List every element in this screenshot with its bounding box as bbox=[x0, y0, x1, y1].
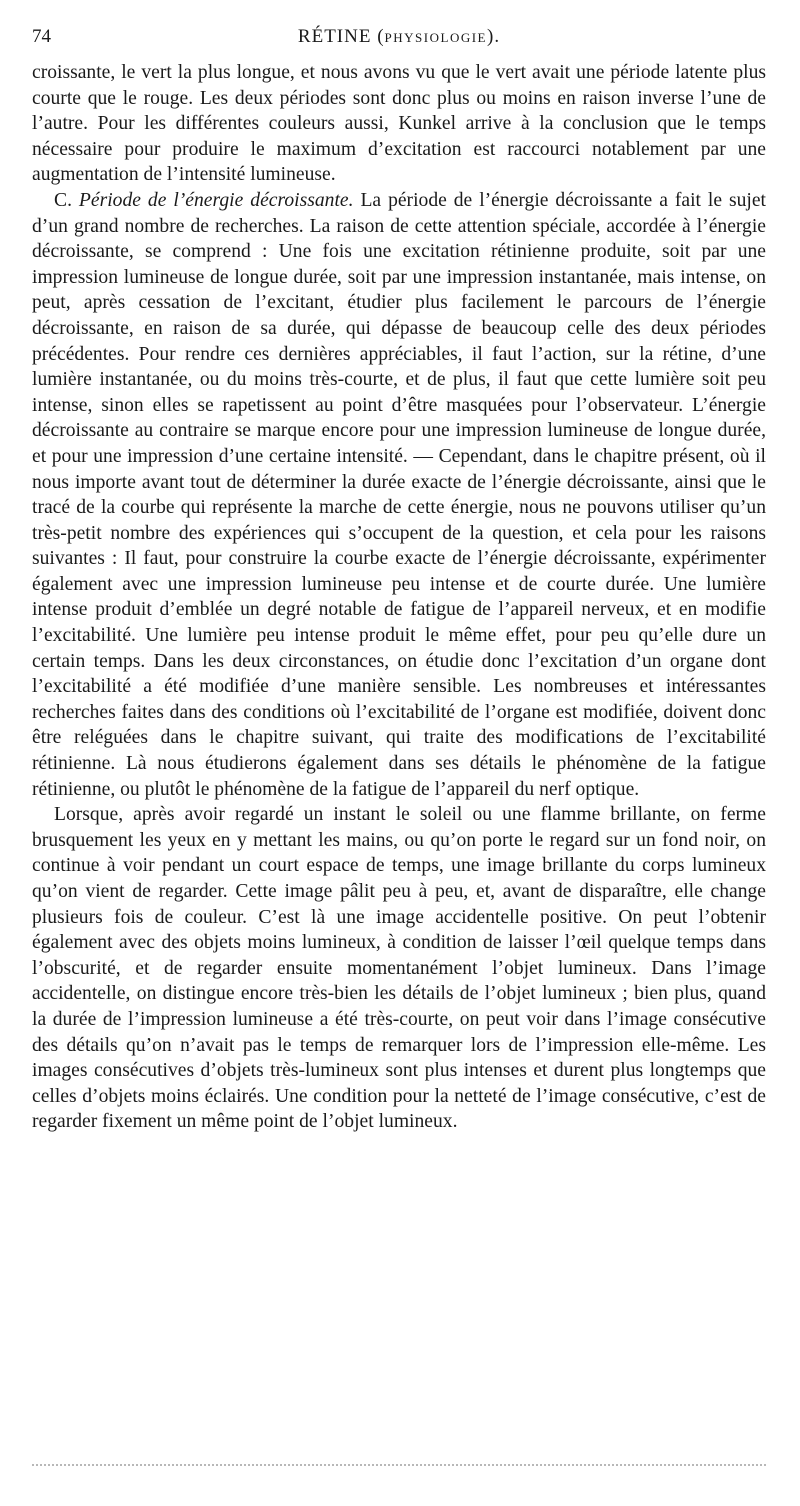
running-title bbox=[32, 26, 766, 48]
running-head bbox=[32, 26, 766, 60]
paragraph-section-c bbox=[32, 188, 766, 802]
section-label: C. bbox=[54, 189, 72, 211]
page bbox=[32, 26, 766, 1135]
running-title-end: ). bbox=[487, 26, 501, 47]
running-title-main: RÉTINE ( bbox=[297, 26, 385, 47]
bottom-scan-artifact bbox=[32, 1464, 766, 1466]
paragraph-continuation: croissante, le vert la plus longue, et nous avons vu que le vert avait une période latente plus courte que le rouge. Les deux périodes sont donc plus ou moins en raison inverse l’une de l’autre. Pour les différentes couleurs aussi, Kunkel arrive à la conclusion que le temps nécessaire pour produire le maximum d’excitation est raccourci notablement par une augmentation de l’intensité lumineuse. bbox=[32, 62, 766, 186]
paragraph-afterimage: Lorsque, après avoir regardé un instant le soleil ou une flamme brillante, on ferme brusquement les yeux en y mettant les mains, ou qu’on porte le regard sur un fond noir, on continue à voir pendant un court espace de temps, une image brillante du corps lumineux qu’on vient de regarder. Cette image pâlit peu à peu, et, avant de disparaître, elle change plusieurs fois de couleur. C’est là une image accidentelle positive. On peut l’obtenir également avec des objets moins lumineux, à condition de laisser l’œil quelque temps dans l’obscurité, et de regarder ensuite momentanément l’objet lumineux. Dans l’image accidentelle, on distingue encore très-bien les détails de l’objet lumineux ; bien plus, quand la durée de l’impression lumineuse a été très-courte, on peut voir dans l’image consécutive des détails qu’on n’avait pas le temps de remarquer lors de l’impression elle-même. Les images consécutives d’objets très-lumineux sont plus intenses et durent plus longtemps que celles d’objets moins éclairés. Une condition pour la netteté de l’image consécutive, c’est de regarder fixement un même point de l’objet lumineux. bbox=[32, 804, 766, 1133]
section-body: La période de l’énergie décroissante a fait le sujet d’un grand nombre de recherches. La raison de cette attention spéciale, accordée à l’énergie décroissante, se comprend : Une fois une excitation rétinienne produite, soit par une impression lumineuse de longue durée, soit par une impression instantanée, mais intense, on peut, après cessation de l’excitant, étudier plus facilement le parcours de l’énergie décroissante, en raison de sa durée, qui dépasse de beaucoup celle des deux périodes précédentes. Pour rendre ces dernières appréciables, il faut l’action, sur la rétine, d’une lumière instantanée, ou du moins très-courte, et de plus, il faut que cette lumière soit peu intense, sinon elles se rapetissent au point d’être masquées pour l’observateur. L’énergie décroissante au contraire se marque encore pour une impression lumineuse de longue durée, et pour une impression d’une certaine intensité. — Cependant, dans le chapitre présent, où il nous importe avant tout de déterminer la durée exacte de l’énergie décroissante, ainsi que le tracé de la courbe qui représente la marche de cette énergie, nous ne pouvons utiliser qu’un très-petit nombre des expériences qui s’occupent de la question, et cela pour les raisons suivantes : Il faut, pour construire la courbe exacte de l’énergie décroissante, expérimenter également avec une impression lumineuse peu intense et de courte durée. Une lumière intense produit d’emblée un degré notable de fatigue de l’appareil nerveux, et en modifie l’excitabilité. Une lumière peu intense produit le même effet, pour peu qu’elle dure un certain temps. Dans les deux circonstances, on étudie donc l’excitation d’un organe dont l’excitabilité a été modifiée d’une manière sensible. Les nombreuses et intéressantes recherches faites dans des conditions où l’excitabilité de l’organe est modifiée, doivent donc être reléguées dans le chapitre suivant, qui traite des modifications de l’excitabilité rétinienne. Là nous étudierons également dans ses détails le phénomène de la fatigue rétinienne, ou plutôt le phénomène de la fatigue de l’appareil du nerf optique. bbox=[32, 189, 766, 800]
section-title: Période de l’énergie décroissante. bbox=[78, 189, 354, 211]
running-title-subject: PHYSIOLOGIE bbox=[384, 30, 487, 45]
page-number: 74 bbox=[32, 26, 51, 47]
body-text bbox=[32, 60, 766, 1135]
